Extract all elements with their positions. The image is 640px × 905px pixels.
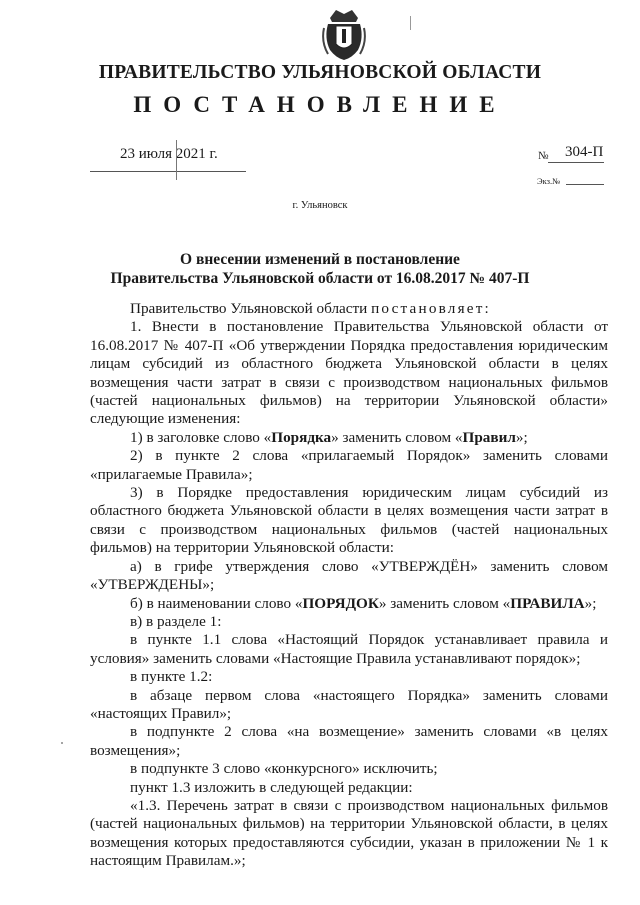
intro-colon: :	[484, 300, 489, 317]
p2-bold-a: Порядка	[271, 428, 332, 446]
paragraph-13: пункт 1.3 изложить в следующей редакции:	[130, 778, 413, 796]
number-sign: №	[538, 150, 549, 162]
resolution-intro	[90, 300, 608, 318]
p2-text-c: »;	[515, 428, 528, 446]
paragraph-5: а) в грифе утверждения слово «УТВЕРЖДЁН» заменить словом «УТВЕРЖДЕНЫ»;	[90, 557, 608, 594]
coat-of-arms-emblem	[322, 8, 366, 62]
p2-text-a: 1) в заголовке слово «	[130, 428, 272, 446]
paragraph-6	[90, 595, 608, 613]
scan-dot	[60, 741, 64, 745]
heading-line-2: Правительства Ульяновской области от 16.08.2017 № 407-П	[110, 270, 530, 287]
copy-number-underline	[566, 184, 604, 185]
paragraph-7: в) в разделе 1:	[130, 612, 222, 630]
date-underline	[90, 171, 246, 172]
p6-text-b: » заменить словом «	[378, 594, 511, 612]
p2-text-b: » заменить словом «	[331, 428, 463, 446]
document-date: 23 июля 2021 г.	[120, 146, 218, 162]
paragraph-1: 1. Внести в постановление Правительства Ульяновской области от 16.08.2017 № 407-П «Об утверждении Порядка предоставления юридическим лицам субсидий из областного бюджета Ульяновской области в целях возмещения части затрат в связи с производством национальных фильмов (частей национальных фильмов) на территории Ульяновской области» следующие изменения:	[90, 318, 608, 428]
p6-bold-b: ПРАВИЛА	[510, 594, 585, 612]
paragraph-14: «1.3. Перечень затрат в связи с производством национальных фильмов (частей национальных фильмов) на территории Ульяновской области, в целях возмещения которых предоставляются субсидии, указан в приложении № 1 к настоящим Правилам.»;	[90, 796, 608, 870]
paragraph-11: в подпункте 2 слова «на возмещение» заменить словами «в целях возмещения»;	[90, 723, 608, 759]
p6-bold-a: ПОРЯДОК	[302, 594, 379, 612]
document-heading	[0, 250, 640, 288]
paragraph-4: 3) в Порядке предоставления юридическим лицам субсидий из областного бюджета Ульяновской области в целях возмещения части затрат в связи с производством национальных фильмов (частей национальных фильмов) на территории Ульяновской области:	[90, 484, 608, 557]
p6-text-a: б) в наименовании слово «	[130, 594, 303, 612]
paragraph-2	[90, 429, 608, 447]
paragraph-3: 2) в пункте 2 слова «прилагаемый Порядок» заменить словами «прилагаемые Правила»;	[90, 447, 608, 483]
number-underline	[548, 162, 604, 163]
paragraph-10: в абзаце первом слова «настоящего Порядка» заменить словами «настоящих Правил»;	[90, 686, 608, 722]
p2-bold-b: Правил	[462, 428, 516, 446]
intro-text: Правительство Ульяновской области	[130, 300, 372, 317]
paragraph-12: в подпункте 3 слово «конкурсного» исключить;	[130, 760, 438, 778]
city: г. Ульяновск	[292, 200, 348, 211]
p6-text-c: »;	[584, 594, 597, 612]
heading-line-1: О внесении изменений в постановление	[180, 251, 460, 268]
government-title: ПРАВИТЕЛЬСТВО УЛЬЯНОВСКОЙ ОБЛАСТИ	[98, 62, 542, 83]
scan-mark	[410, 16, 412, 30]
scan-mark	[176, 140, 178, 180]
paragraph-9: в пункте 1.2:	[130, 668, 213, 686]
document-body	[90, 300, 608, 871]
paragraph-8: в пункте 1.1 слова «Настоящий Порядок устанавливает правила и условия» заменить словами «Настоящие Правила устанавливают порядок»;	[90, 631, 608, 667]
intro-spaced-word: постановляет	[371, 300, 485, 317]
copy-number-label: Экз.№	[537, 176, 561, 186]
document-number: 304-П	[565, 144, 604, 160]
document-type: ПОСТАНОВЛЕНИЕ	[133, 92, 507, 117]
